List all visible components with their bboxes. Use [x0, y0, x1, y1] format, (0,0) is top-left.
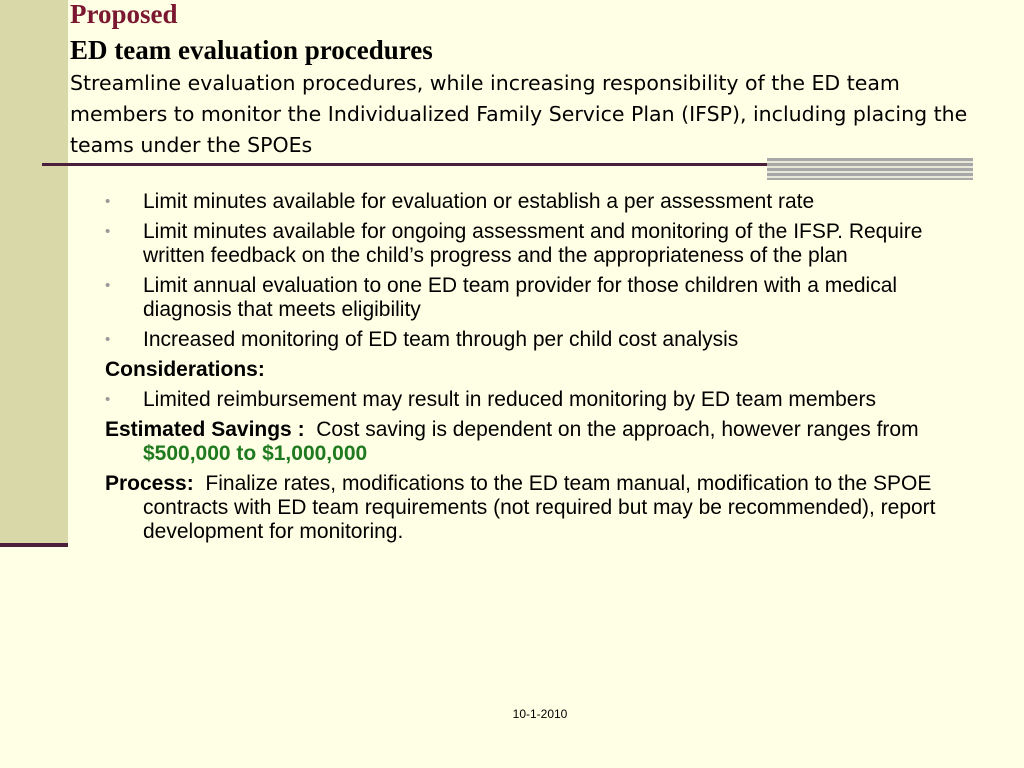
estimated-savings — [105, 418, 985, 466]
list-item-text: Limited reimbursement may result in reduced monitoring by ED team members — [143, 388, 876, 411]
left-accent-band — [0, 0, 68, 546]
bullet-icon: • — [105, 223, 111, 240]
list-item — [105, 274, 985, 322]
savings-text: Cost saving is dependent on the approach, however ranges from — [316, 418, 919, 441]
decorative-striped-bar — [767, 158, 973, 180]
list-item — [105, 328, 985, 352]
list-item-text: Limit minutes available for evaluation or establish a per assessment rate — [143, 190, 815, 213]
process-label: Process: — [105, 472, 194, 495]
page-subtitle: Streamline evaluation procedures, while increasing responsibility of the ED team members to monitor the Individualized Family Service Plan (IFSP), including placing the teams under the SPOEs — [70, 71, 968, 157]
process-text: Finalize rates, modifications to the ED team manual, modification to the SPOE contracts with ED team requirements (not required but may be recommended), report development for monitoring. — [143, 472, 936, 543]
bullet-icon: • — [105, 391, 111, 408]
footer-date: 10-1-2010 — [512, 707, 568, 721]
title-divider — [42, 163, 770, 166]
savings-amount: $500,000 to $1,000,000 — [143, 442, 368, 465]
slide-title — [70, 0, 1000, 161]
list-item-text: Limit annual evaluation to one ED team provider for those children with a medical diagnosis that meets eligibility — [143, 274, 898, 321]
list-item-text: Increased monitoring of ED team through per child cost analysis — [143, 328, 739, 351]
bullet-icon: • — [105, 331, 111, 348]
list-item-text: Limit minutes available for ongoing assessment and monitoring of the IFSP. Require written feedback on the child’s progress and the appropriateness of the plan — [143, 220, 923, 267]
bullet-icon: • — [105, 193, 111, 210]
page-title: ED team evaluation procedures — [70, 35, 433, 65]
bullet-icon: • — [105, 277, 111, 294]
process — [105, 472, 985, 544]
slide-body — [105, 190, 985, 550]
savings-label: Estimated Savings : — [105, 418, 305, 441]
proposed-label: Proposed — [70, 0, 178, 29]
list-item — [105, 190, 985, 214]
list-item — [105, 388, 985, 412]
considerations-heading: Considerations: — [105, 358, 265, 381]
list-item — [105, 220, 985, 268]
left-accent-rule — [0, 543, 68, 547]
